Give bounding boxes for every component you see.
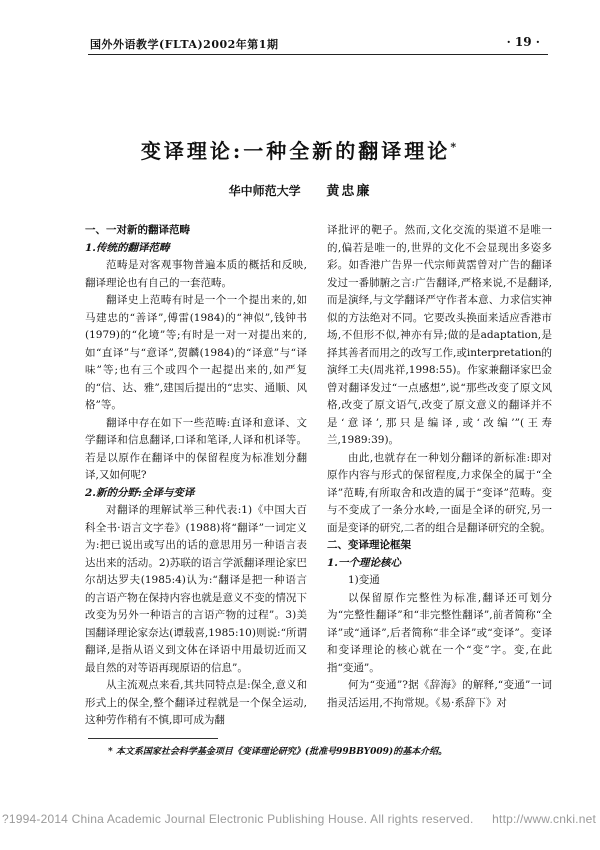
author-line — [0, 180, 600, 199]
footer-url: http://www.cnki.net — [492, 812, 596, 826]
paragraph: 从主流观点来看,其共同特点是:保全,意义和形式上的保全,整个翻译过程就是一个保全运动,这种劳作稍有不慎,即可成为翻 — [85, 679, 307, 726]
paragraph: 译批评的靶子。然而,文化交流的渠道不是唯一的,偏若是唯一的,世界的文化不会显现出多姿多彩。如香港广告界一代宗师黄霑曾对广告的翻译发过一番肺腑之言:广告翻译,严格来说,不是翻译,而是演绎,与文学翻译严守作者本意、力求信实神似的方法绝对不同。它要改头换面来适应香港市场,不但形不似,神亦有异;做的是adaptation,是择其善者而用之的改写工作,或interpretation的演绎工夫(周兆祥,1998:55)。作家兼翻译家巴金曾对翻译发过“一点感想”,说“那些改变了原文风格,改变了原文语气,改变了原文意义的翻译并不是‘意译’,那只是编译,或‘改编’”(王寿兰,1989:39)。 — [327, 224, 553, 446]
journal-header: 国外外语教学(FLTA)2002年第1期 — [90, 38, 279, 51]
paragraph: 翻译中存在如下一些范畴:直译和意译、文学翻译和信息翻译,口译和笔译,人译和机译等。若是以原作在翻译中的保留程度为标准划分翻译,又如何呢? — [85, 416, 307, 481]
left-column — [85, 222, 307, 730]
subsection-heading: 2.新的分野:全译与变译 — [85, 486, 195, 499]
paragraph: 1)变通 — [348, 574, 380, 586]
copyright-notice: ?1994-2014 China Academic Journal Electronic Publishing House. All rights reserved. — [2, 812, 474, 826]
page-number: · 19 · — [506, 35, 540, 49]
subsection-heading: 1.一个理论核心 — [327, 556, 401, 569]
paragraph: 翻译史上范畴有时是一个一个提出来的,如马建忠的“善译”,傅雷(1984)的“神似”,钱钟书(1979)的“化境”等;有时是一对一对提出来的,如“直译”与“意译”,贺麟(1984)的“译意”与“译味”等;也有三个或四个一起提出来的,如严复的“信、达、雅”,建国后提出的“忠实、通顺、风格”等。 — [85, 294, 307, 411]
section-heading: 二、变译理论框架 — [327, 539, 411, 551]
paragraph: 范畴是对客观事物普遍本质的概括和反映,翻译理论也有自己的一套范畴。 — [85, 259, 307, 289]
section-heading: 一、一对新的翻译范畴 — [85, 224, 190, 236]
paragraph: 以保留原作完整性为标准,翻译还可划分为“完整性翻译”和“非完整性翻译”,前者简称“全译”或“通译”,后者简称“非全译”或“变译”。变译和变译理论的核心就在一个“变”字。变,在此指“变通”。 — [327, 591, 552, 674]
subsection-heading: 1.传统的翻译范畴 — [85, 241, 170, 254]
paragraph: 对翻译的理解试举三种代表:1)《中国大百科全书·语言文字卷》(1988)将“翻译”一词定义为:把已说出或写出的话的意思用另一种语言表达出来的活动。2)苏联的语言学派翻译理论家巴尔胡达罗夫(1985:4)认为:“翻译是把一种语言的言语产物在保持内容也就是意义不变的情况下改变为另外一种语言的言语产物的过程”。3)美国翻译理论家奈达(谭载喜,1985:10)则说:“所谓翻译,是指从语义到文体在译语中用最切近而又最自然的对等语再现原语的信息”。 — [85, 504, 307, 674]
author-name: 黄忠廉 — [326, 184, 372, 199]
right-column — [327, 222, 552, 712]
footnote: * 本文系国家社会科学基金项目《变译理论研究》(批准号99BBY009)的基本介绍。 — [108, 747, 448, 757]
paragraph: 由此,也就存在一种划分翻译的新标准:即对原作内容与形式的保留程度,力求保全的属于“全译”范畴,有所取舍和改造的属于“变译”范畴。变与不变成了一条分水岭,一面是全译的研究,另一面是变译的研究,二者的组合是翻译研究的全貌。 — [327, 451, 552, 534]
author-affiliation: 华中师范大学 — [228, 184, 301, 198]
article-title-text: 变译理论:一种全新的翻译理论 — [140, 139, 451, 163]
title-footnote-mark: * — [450, 140, 460, 154]
article-title — [0, 135, 600, 164]
footnote-rule — [88, 738, 218, 739]
paragraph: 何为“变通”?据《辞海》的解释,“变通”一词指灵活运用,不拘常规。《易·系辞下》对 — [327, 679, 552, 709]
header-rule — [88, 54, 548, 55]
